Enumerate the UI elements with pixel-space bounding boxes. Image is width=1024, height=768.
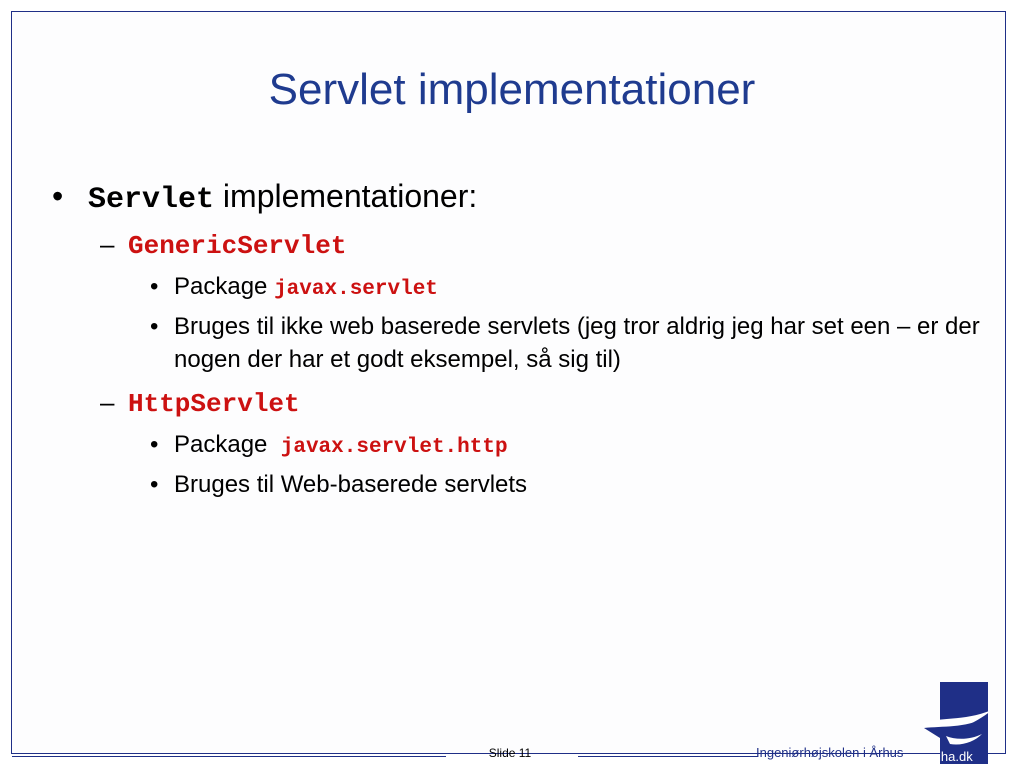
footer-rule-left [12,756,446,757]
bullet-dot-icon: • [150,471,159,498]
usage-text: Bruges til Web-baserede servlets [174,471,528,498]
dash-icon: – [100,387,115,417]
footer-rule-right [578,756,758,757]
dash-icon: – [100,229,115,259]
list-item-generic-usage [148,310,992,376]
slide-number: Slide 11 [488,746,532,760]
bullet-dot-icon: • [150,431,159,458]
list-item-package-javax-servlet-http [148,428,992,464]
list-item-package-javax-servlet [148,270,992,306]
usage-text: Bruges til ikke web baserede servlets (jeg tror aldrig jeg har set een – er der nogen der har et godt eksempel, så sig til) [174,313,980,373]
subbullet-genericservlet [100,224,992,266]
logo-text: iha.dk [938,749,973,764]
bullet-dot-icon: • [52,178,64,214]
school-name: Ingeniørhøjskolen i Århus [756,745,904,760]
bullet-dot-icon: • [150,313,159,340]
package-label: Package [174,431,281,458]
httpservlet-label: HttpServlet [128,389,300,419]
subbullet-httpservlet [100,382,992,424]
bullet-text: implementationer: [214,178,478,214]
genericservlet-label: GenericServlet [128,231,347,261]
slide-content [52,172,992,505]
slide-title: Servlet implementationer [268,65,756,114]
servlet-code: Servlet [88,183,215,217]
package-code: javax.servlet [274,278,438,301]
bullet-dot-icon: • [150,273,159,300]
package-code: javax.servlet.http [280,436,508,459]
bullet-servlet-implementations [52,172,992,224]
list-item-http-usage [148,468,992,501]
package-label: Package [174,273,275,300]
